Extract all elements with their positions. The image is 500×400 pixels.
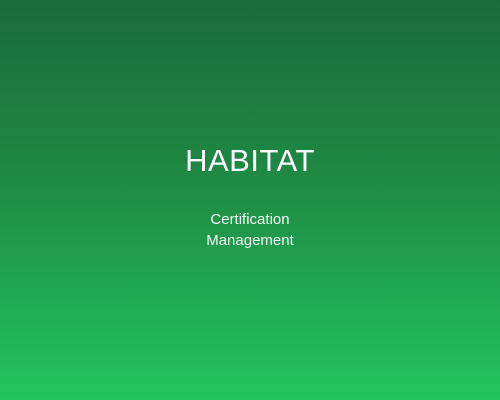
subtitle-line-1: Certification: [210, 211, 290, 228]
app-subtitle: [0, 209, 500, 251]
app-title: HABITAT: [185, 143, 315, 178]
subtitle-line-2: Management: [206, 232, 294, 249]
